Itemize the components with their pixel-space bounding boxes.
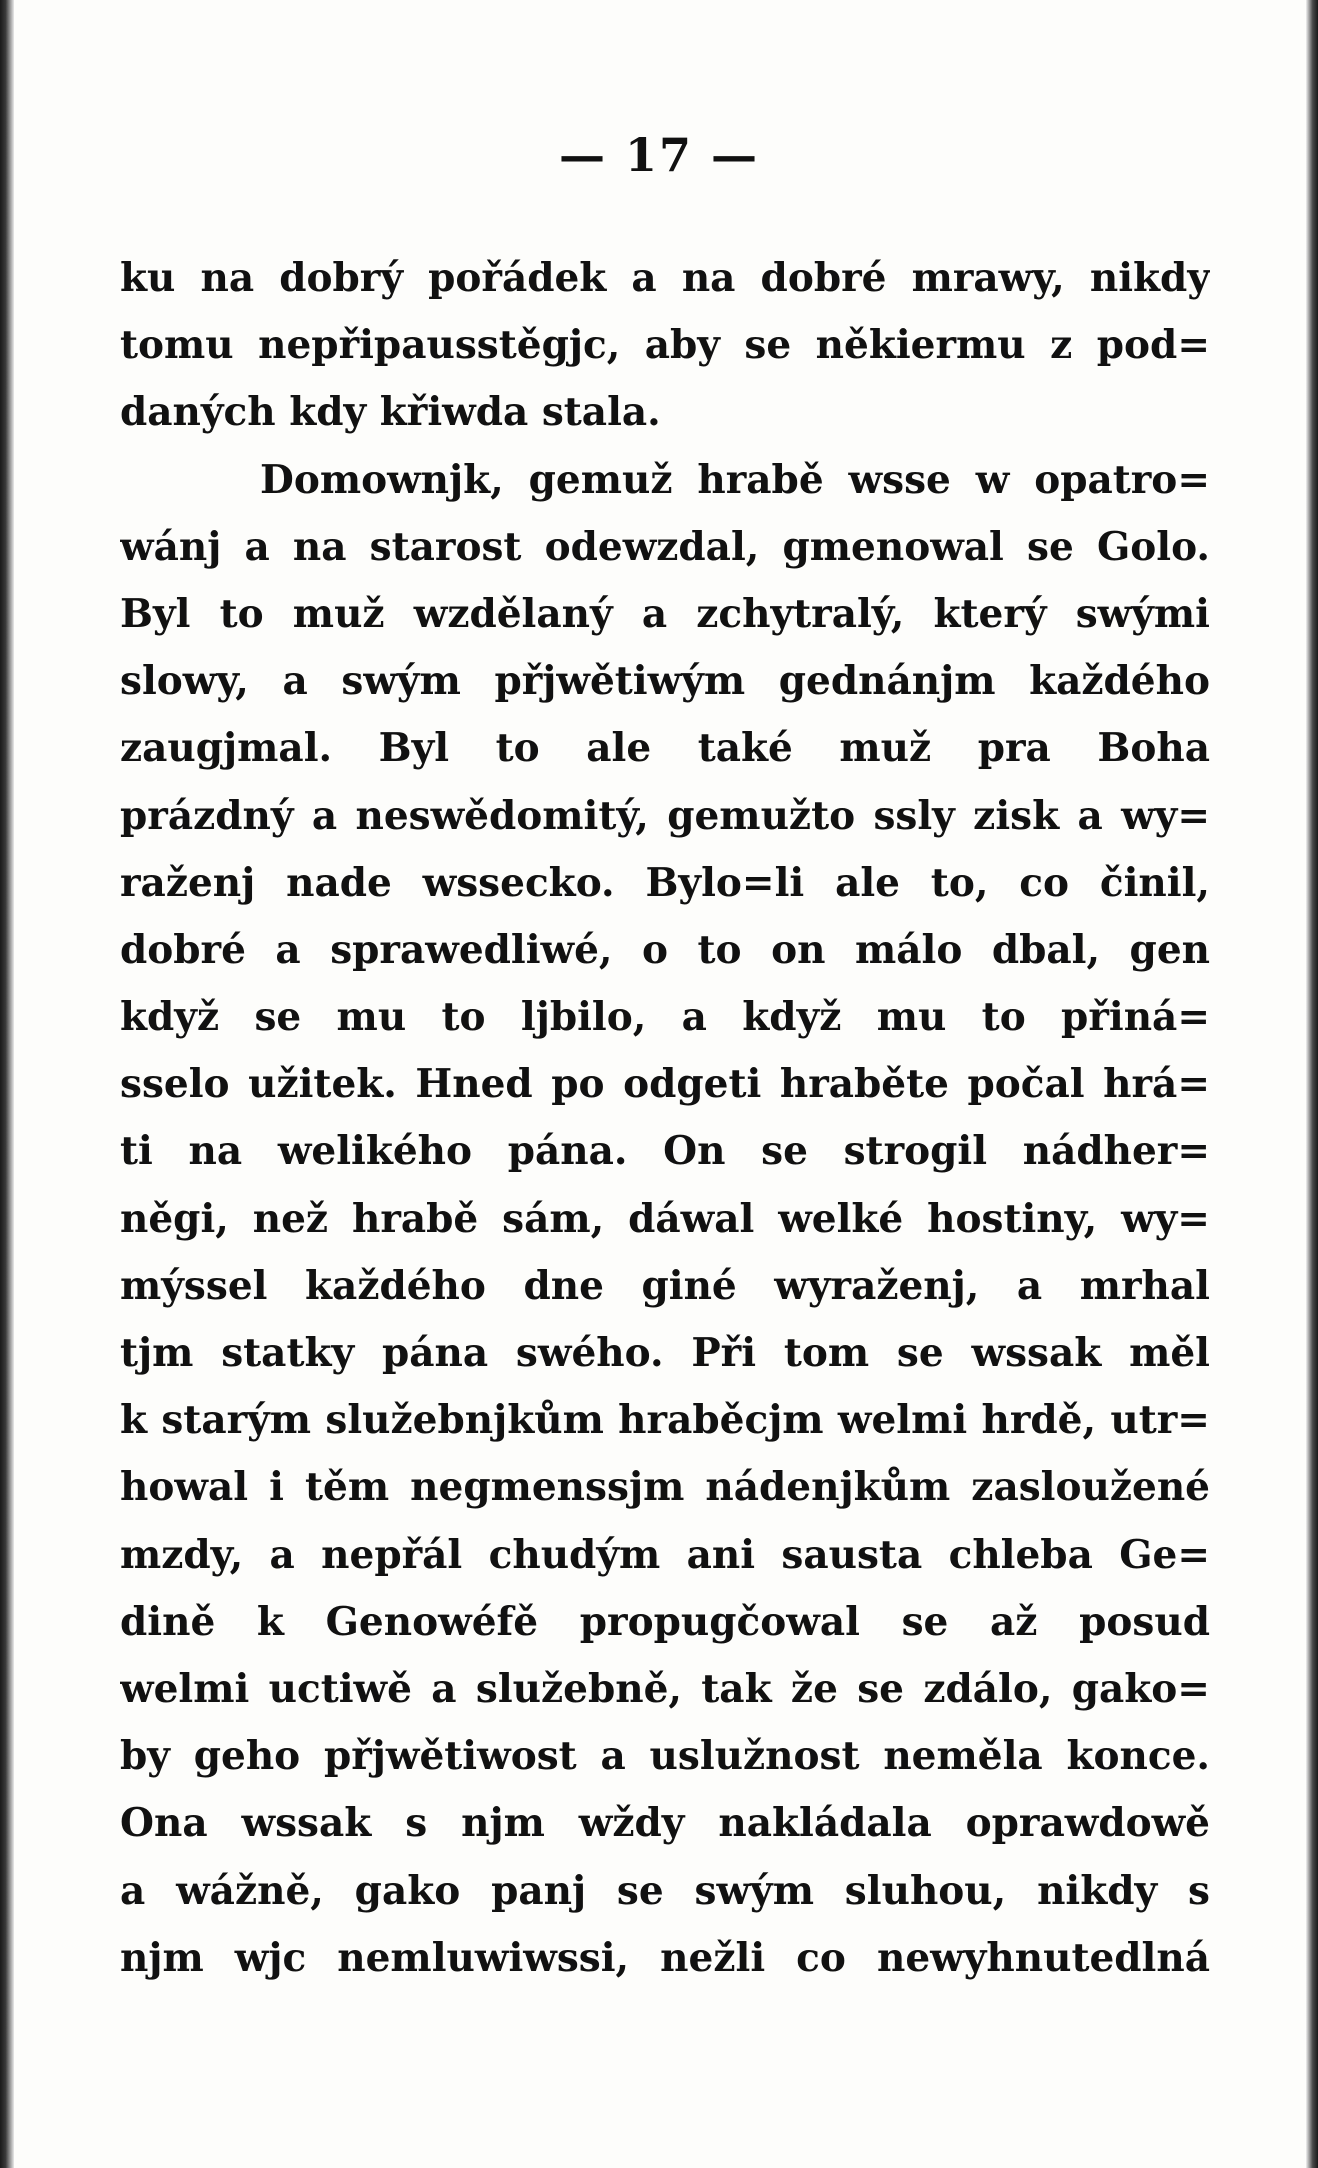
page-number: — 17 — xyxy=(558,128,760,182)
text-line: howal i těm negmenssjm nádenjkům zasloužené xyxy=(120,1464,1210,1511)
text-line: něgi, než hrabě sám, dáwal welké hostiny, wy= xyxy=(120,1195,1210,1242)
text-line: njm wjc nemluwiwssi, nežli co newyhnutedlná xyxy=(120,1934,1210,1981)
text-line: wánj a na starost odewzdal, gmenowal se Golo. xyxy=(120,523,1210,570)
text-line: když se mu to ljbilo, a když mu to přiná= xyxy=(120,994,1210,1041)
text-line: sselo užitek. Hned po odgeti hraběte počal hrá= xyxy=(120,1061,1210,1108)
text-line: dobré a sprawedliwé, o to on málo dbal, gen xyxy=(120,926,1210,973)
text-line: k starým služebnjkům hraběcjm welmi hrdě, utr= xyxy=(120,1397,1210,1444)
text-line: tjm statky pána swého. Při tom se wssak měl xyxy=(120,1330,1210,1376)
text-line: zaugjmal. Byl to ale také muž pra Boha xyxy=(120,725,1210,772)
text-line: ku na dobrý pořádek a na dobré mrawy, nikdy xyxy=(120,255,1210,301)
text-line: Byl to muž wzdělaný a zchytralý, který swými xyxy=(120,590,1210,637)
text-line: a wážně, gako panj se swým sluhou, nikdy s xyxy=(120,1867,1210,1914)
page-edge-left xyxy=(0,0,14,2168)
text-line: mzdy, a nepřál chudým ani sausta chleba Ge= xyxy=(120,1531,1210,1578)
body-text xyxy=(120,245,1210,1992)
text-line: Ona wssak s njm wždy nakládala oprawdowě xyxy=(120,1800,1210,1847)
page-edge-right xyxy=(1306,0,1318,2168)
text-line: daných kdy křiwda stala. xyxy=(120,389,661,436)
text-line: dině k Genowéfě propugčowal se až posud xyxy=(120,1598,1210,1645)
text-line: prázdný a neswědomitý, gemužto ssly zisk a wy= xyxy=(120,792,1210,839)
text-line: ti na welikého pána. On se strogil nádher= xyxy=(120,1128,1210,1175)
text-line: by geho přjwětiwost a uslužnost neměla konce. xyxy=(120,1733,1210,1780)
text-line: raženj nade wssecko. Bylo=li ale to, co činil, xyxy=(120,859,1210,906)
text-line: Domownjk, gemuž hrabě wsse w opatro= xyxy=(260,456,1210,503)
text-line: mýssel každého dne giné wyraženj, a mrhal xyxy=(120,1262,1210,1309)
text-line: slowy, a swým přjwětiwým gednánjm každého xyxy=(120,658,1210,705)
text-line: welmi uctiwě a služebně, tak že se zdálo, gako= xyxy=(120,1665,1210,1712)
text-line: tomu nepřipausstěgjc, aby se někiermu z pod= xyxy=(120,322,1210,369)
